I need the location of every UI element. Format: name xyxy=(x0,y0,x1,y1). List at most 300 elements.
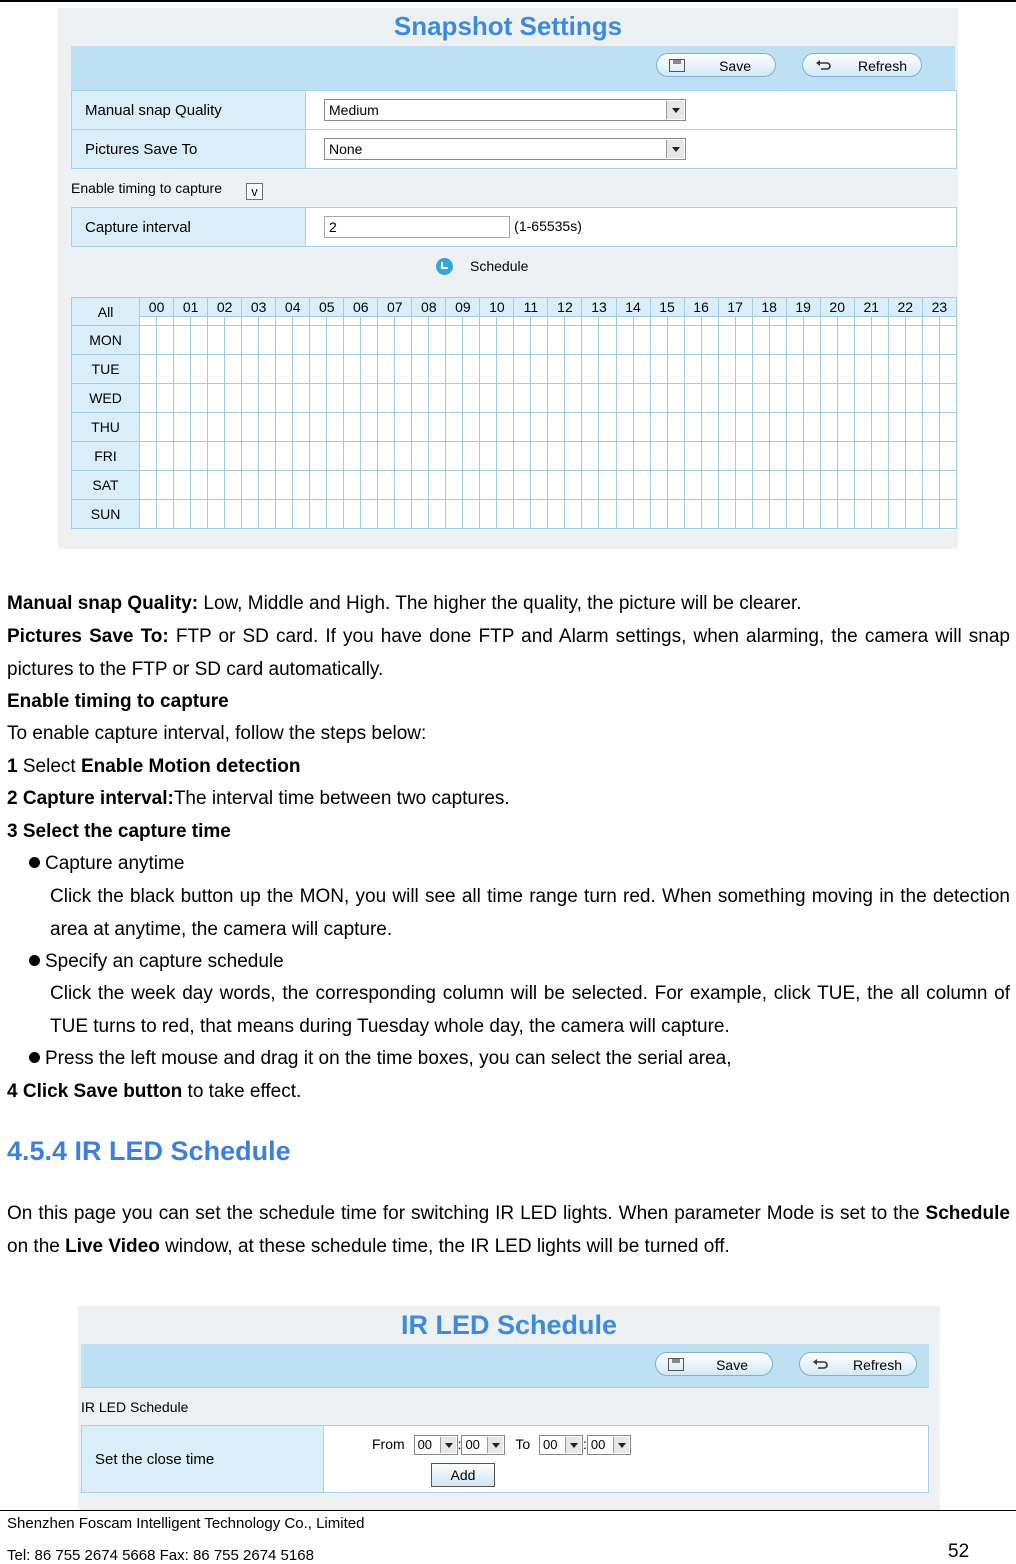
time-slot-cell[interactable] xyxy=(191,326,208,355)
time-slot-cell[interactable] xyxy=(140,384,157,413)
time-slot-cell[interactable] xyxy=(684,326,701,355)
time-slot-cell[interactable] xyxy=(378,384,395,413)
time-slot-cell[interactable] xyxy=(820,355,837,384)
time-slot-cell[interactable] xyxy=(480,442,497,471)
time-slot-cell[interactable] xyxy=(718,355,735,384)
time-slot-cell[interactable] xyxy=(854,413,871,442)
time-slot-cell[interactable] xyxy=(140,471,157,500)
time-slot-cell[interactable] xyxy=(429,471,446,500)
time-slot-cell[interactable] xyxy=(514,355,531,384)
hour-header[interactable]: 20 xyxy=(820,298,854,317)
time-slot-cell[interactable] xyxy=(837,471,854,500)
time-slot-cell[interactable] xyxy=(140,442,157,471)
day-label[interactable]: SUN xyxy=(72,500,140,529)
hour-header[interactable]: 09 xyxy=(446,298,480,317)
time-slot-cell[interactable] xyxy=(446,326,463,355)
time-slot-cell[interactable] xyxy=(514,384,531,413)
time-slot-cell[interactable] xyxy=(497,355,514,384)
hour-header[interactable]: 14 xyxy=(616,298,650,317)
time-slot-cell[interactable] xyxy=(514,413,531,442)
time-slot-cell[interactable] xyxy=(310,355,327,384)
time-slot-cell[interactable] xyxy=(225,326,242,355)
time-slot-cell[interactable] xyxy=(667,500,684,529)
time-slot-cell[interactable] xyxy=(803,326,820,355)
time-slot-cell[interactable] xyxy=(633,355,650,384)
time-slot-cell[interactable] xyxy=(803,355,820,384)
time-slot-cell[interactable] xyxy=(582,442,599,471)
time-slot-cell[interactable] xyxy=(208,384,225,413)
time-slot-cell[interactable] xyxy=(480,500,497,529)
time-slot-cell[interactable] xyxy=(463,355,480,384)
time-slot-cell[interactable] xyxy=(157,384,174,413)
time-slot-cell[interactable] xyxy=(157,413,174,442)
time-slot-cell[interactable] xyxy=(497,384,514,413)
time-slot-cell[interactable] xyxy=(157,326,174,355)
time-slot-cell[interactable] xyxy=(854,442,871,471)
time-slot-cell[interactable] xyxy=(157,500,174,529)
time-slot-cell[interactable] xyxy=(208,442,225,471)
time-slot-cell[interactable] xyxy=(718,500,735,529)
hour-header[interactable]: 23 xyxy=(922,298,956,317)
time-slot-cell[interactable] xyxy=(191,413,208,442)
time-slot-cell[interactable] xyxy=(718,384,735,413)
time-slot-cell[interactable] xyxy=(140,413,157,442)
time-slot-cell[interactable] xyxy=(157,442,174,471)
hour-header[interactable]: 00 xyxy=(140,298,174,317)
time-slot-cell[interactable] xyxy=(327,500,344,529)
time-slot-cell[interactable] xyxy=(378,326,395,355)
time-slot-cell[interactable] xyxy=(327,355,344,384)
time-slot-cell[interactable] xyxy=(208,326,225,355)
time-slot-cell[interactable] xyxy=(463,500,480,529)
time-slot-cell[interactable] xyxy=(905,326,922,355)
time-slot-cell[interactable] xyxy=(531,384,548,413)
time-slot-cell[interactable] xyxy=(888,442,905,471)
time-slot-cell[interactable] xyxy=(225,413,242,442)
time-slot-cell[interactable] xyxy=(922,326,939,355)
time-slot-cell[interactable] xyxy=(378,355,395,384)
time-slot-cell[interactable] xyxy=(497,326,514,355)
time-slot-cell[interactable] xyxy=(276,326,293,355)
time-slot-cell[interactable] xyxy=(565,442,582,471)
ir-refresh-button[interactable] xyxy=(799,1352,917,1376)
time-slot-cell[interactable] xyxy=(259,442,276,471)
time-slot-cell[interactable] xyxy=(582,413,599,442)
hour-header[interactable]: 12 xyxy=(548,298,582,317)
time-slot-cell[interactable] xyxy=(820,500,837,529)
time-slot-cell[interactable] xyxy=(174,471,191,500)
time-slot-cell[interactable] xyxy=(888,384,905,413)
time-slot-cell[interactable] xyxy=(395,384,412,413)
time-slot-cell[interactable] xyxy=(769,471,786,500)
time-slot-cell[interactable] xyxy=(922,442,939,471)
time-slot-cell[interactable] xyxy=(531,442,548,471)
time-slot-cell[interactable] xyxy=(701,500,718,529)
time-slot-cell[interactable] xyxy=(820,471,837,500)
time-slot-cell[interactable] xyxy=(888,471,905,500)
time-slot-cell[interactable] xyxy=(718,471,735,500)
time-slot-cell[interactable] xyxy=(310,413,327,442)
time-slot-cell[interactable] xyxy=(616,413,633,442)
time-slot-cell[interactable] xyxy=(888,413,905,442)
time-slot-cell[interactable] xyxy=(225,355,242,384)
time-slot-cell[interactable] xyxy=(786,384,803,413)
time-slot-cell[interactable] xyxy=(344,326,361,355)
time-slot-cell[interactable] xyxy=(497,442,514,471)
time-slot-cell[interactable] xyxy=(633,471,650,500)
time-slot-cell[interactable] xyxy=(820,442,837,471)
time-slot-cell[interactable] xyxy=(871,355,888,384)
time-slot-cell[interactable] xyxy=(582,384,599,413)
hour-header[interactable]: 17 xyxy=(718,298,752,317)
time-slot-cell[interactable] xyxy=(752,471,769,500)
time-slot-cell[interactable] xyxy=(395,413,412,442)
time-slot-cell[interactable] xyxy=(633,384,650,413)
time-slot-cell[interactable] xyxy=(514,326,531,355)
time-slot-cell[interactable] xyxy=(752,355,769,384)
time-slot-cell[interactable] xyxy=(599,471,616,500)
time-slot-cell[interactable] xyxy=(888,355,905,384)
hour-header[interactable]: 21 xyxy=(854,298,888,317)
time-slot-cell[interactable] xyxy=(616,326,633,355)
time-slot-cell[interactable] xyxy=(616,500,633,529)
hour-header[interactable]: 16 xyxy=(684,298,718,317)
hour-header[interactable]: 02 xyxy=(208,298,242,317)
day-label[interactable]: WED xyxy=(72,384,140,413)
save-button[interactable] xyxy=(656,53,776,77)
time-slot-cell[interactable] xyxy=(327,384,344,413)
time-slot-cell[interactable] xyxy=(599,384,616,413)
time-slot-cell[interactable] xyxy=(208,355,225,384)
time-slot-cell[interactable] xyxy=(174,384,191,413)
time-slot-cell[interactable] xyxy=(429,442,446,471)
time-slot-cell[interactable] xyxy=(531,413,548,442)
time-slot-cell[interactable] xyxy=(276,384,293,413)
hour-header[interactable]: 13 xyxy=(582,298,616,317)
time-slot-cell[interactable] xyxy=(497,500,514,529)
from-minute-select[interactable] xyxy=(461,1435,505,1455)
time-slot-cell[interactable] xyxy=(412,500,429,529)
to-hour-select[interactable] xyxy=(539,1435,583,1455)
quality-select[interactable] xyxy=(324,99,686,121)
hour-header[interactable]: 06 xyxy=(344,298,378,317)
time-slot-cell[interactable] xyxy=(412,471,429,500)
time-slot-cell[interactable] xyxy=(548,471,565,500)
time-slot-cell[interactable] xyxy=(684,355,701,384)
time-slot-cell[interactable] xyxy=(531,326,548,355)
time-slot-cell[interactable] xyxy=(412,355,429,384)
add-button[interactable] xyxy=(431,1463,495,1487)
time-slot-cell[interactable] xyxy=(497,471,514,500)
time-slot-cell[interactable] xyxy=(650,355,667,384)
time-slot-cell[interactable] xyxy=(820,384,837,413)
time-slot-cell[interactable] xyxy=(378,413,395,442)
time-slot-cell[interactable] xyxy=(361,471,378,500)
time-slot-cell[interactable] xyxy=(310,326,327,355)
time-slot-cell[interactable] xyxy=(905,471,922,500)
time-slot-cell[interactable] xyxy=(650,326,667,355)
time-slot-cell[interactable] xyxy=(293,413,310,442)
hour-header[interactable]: 05 xyxy=(310,298,344,317)
time-slot-cell[interactable] xyxy=(650,413,667,442)
time-slot-cell[interactable] xyxy=(667,326,684,355)
from-hour-select[interactable] xyxy=(414,1435,458,1455)
time-slot-cell[interactable] xyxy=(837,326,854,355)
hour-header[interactable]: 10 xyxy=(480,298,514,317)
hour-header[interactable]: 07 xyxy=(378,298,412,317)
time-slot-cell[interactable] xyxy=(922,355,939,384)
time-slot-cell[interactable] xyxy=(905,384,922,413)
time-slot-cell[interactable] xyxy=(463,413,480,442)
time-slot-cell[interactable] xyxy=(548,442,565,471)
time-slot-cell[interactable] xyxy=(667,355,684,384)
time-slot-cell[interactable] xyxy=(854,326,871,355)
time-slot-cell[interactable] xyxy=(616,471,633,500)
time-slot-cell[interactable] xyxy=(939,500,956,529)
time-slot-cell[interactable] xyxy=(854,355,871,384)
time-slot-cell[interactable] xyxy=(242,326,259,355)
save-to-select[interactable] xyxy=(324,138,686,160)
time-slot-cell[interactable] xyxy=(327,471,344,500)
time-slot-cell[interactable] xyxy=(752,326,769,355)
time-slot-cell[interactable] xyxy=(735,500,752,529)
time-slot-cell[interactable] xyxy=(599,442,616,471)
time-slot-cell[interactable] xyxy=(922,500,939,529)
time-slot-cell[interactable] xyxy=(276,471,293,500)
time-slot-cell[interactable] xyxy=(565,413,582,442)
time-slot-cell[interactable] xyxy=(310,471,327,500)
time-slot-cell[interactable] xyxy=(531,355,548,384)
time-slot-cell[interactable] xyxy=(310,442,327,471)
time-slot-cell[interactable] xyxy=(480,384,497,413)
time-slot-cell[interactable] xyxy=(871,500,888,529)
time-slot-cell[interactable] xyxy=(871,384,888,413)
time-slot-cell[interactable] xyxy=(412,413,429,442)
time-slot-cell[interactable] xyxy=(599,355,616,384)
time-slot-cell[interactable] xyxy=(701,442,718,471)
time-slot-cell[interactable] xyxy=(752,442,769,471)
hour-header[interactable]: 11 xyxy=(514,298,548,317)
time-slot-cell[interactable] xyxy=(650,471,667,500)
time-slot-cell[interactable] xyxy=(361,355,378,384)
time-slot-cell[interactable] xyxy=(633,500,650,529)
time-slot-cell[interactable] xyxy=(412,442,429,471)
time-slot-cell[interactable] xyxy=(429,326,446,355)
time-slot-cell[interactable] xyxy=(378,500,395,529)
time-slot-cell[interactable] xyxy=(684,384,701,413)
time-slot-cell[interactable] xyxy=(191,500,208,529)
time-slot-cell[interactable] xyxy=(616,442,633,471)
time-slot-cell[interactable] xyxy=(888,326,905,355)
time-slot-cell[interactable] xyxy=(633,413,650,442)
time-slot-cell[interactable] xyxy=(480,326,497,355)
time-slot-cell[interactable] xyxy=(395,442,412,471)
time-slot-cell[interactable] xyxy=(684,442,701,471)
time-slot-cell[interactable] xyxy=(293,442,310,471)
day-label[interactable]: FRI xyxy=(72,442,140,471)
hour-header[interactable]: 19 xyxy=(786,298,820,317)
time-slot-cell[interactable] xyxy=(565,500,582,529)
time-slot-cell[interactable] xyxy=(310,500,327,529)
time-slot-cell[interactable] xyxy=(582,355,599,384)
time-slot-cell[interactable] xyxy=(412,326,429,355)
time-slot-cell[interactable] xyxy=(684,413,701,442)
time-slot-cell[interactable] xyxy=(174,355,191,384)
time-slot-cell[interactable] xyxy=(429,413,446,442)
time-slot-cell[interactable] xyxy=(803,471,820,500)
time-slot-cell[interactable] xyxy=(446,500,463,529)
time-slot-cell[interactable] xyxy=(769,413,786,442)
time-slot-cell[interactable] xyxy=(701,413,718,442)
time-slot-cell[interactable] xyxy=(378,471,395,500)
time-slot-cell[interactable] xyxy=(871,471,888,500)
time-slot-cell[interactable] xyxy=(293,384,310,413)
time-slot-cell[interactable] xyxy=(548,326,565,355)
time-slot-cell[interactable] xyxy=(208,471,225,500)
time-slot-cell[interactable] xyxy=(191,384,208,413)
time-slot-cell[interactable] xyxy=(327,326,344,355)
time-slot-cell[interactable] xyxy=(633,442,650,471)
time-slot-cell[interactable] xyxy=(905,500,922,529)
time-slot-cell[interactable] xyxy=(633,326,650,355)
time-slot-cell[interactable] xyxy=(361,413,378,442)
ir-save-button[interactable] xyxy=(655,1352,773,1376)
time-slot-cell[interactable] xyxy=(242,413,259,442)
enable-timing-checkbox[interactable]: v xyxy=(246,183,263,200)
time-slot-cell[interactable] xyxy=(446,471,463,500)
time-slot-cell[interactable] xyxy=(242,384,259,413)
time-slot-cell[interactable] xyxy=(327,413,344,442)
time-slot-cell[interactable] xyxy=(548,355,565,384)
time-slot-cell[interactable] xyxy=(446,413,463,442)
time-slot-cell[interactable] xyxy=(650,442,667,471)
time-slot-cell[interactable] xyxy=(735,384,752,413)
time-slot-cell[interactable] xyxy=(497,413,514,442)
time-slot-cell[interactable] xyxy=(242,500,259,529)
hour-header[interactable]: 15 xyxy=(650,298,684,317)
time-slot-cell[interactable] xyxy=(293,326,310,355)
time-slot-cell[interactable] xyxy=(871,442,888,471)
time-slot-cell[interactable] xyxy=(174,326,191,355)
time-slot-cell[interactable] xyxy=(412,384,429,413)
time-slot-cell[interactable] xyxy=(174,500,191,529)
time-slot-cell[interactable] xyxy=(463,471,480,500)
time-slot-cell[interactable] xyxy=(718,442,735,471)
time-slot-cell[interactable] xyxy=(701,326,718,355)
time-slot-cell[interactable] xyxy=(140,500,157,529)
time-slot-cell[interactable] xyxy=(667,471,684,500)
time-slot-cell[interactable] xyxy=(310,384,327,413)
time-slot-cell[interactable] xyxy=(616,355,633,384)
time-slot-cell[interactable] xyxy=(463,442,480,471)
time-slot-cell[interactable] xyxy=(225,442,242,471)
time-slot-cell[interactable] xyxy=(565,355,582,384)
time-slot-cell[interactable] xyxy=(446,355,463,384)
time-slot-cell[interactable] xyxy=(803,413,820,442)
time-slot-cell[interactable] xyxy=(191,442,208,471)
time-slot-cell[interactable] xyxy=(259,355,276,384)
time-slot-cell[interactable] xyxy=(514,471,531,500)
time-slot-cell[interactable] xyxy=(480,413,497,442)
time-slot-cell[interactable] xyxy=(242,355,259,384)
time-slot-cell[interactable] xyxy=(344,413,361,442)
time-slot-cell[interactable] xyxy=(548,500,565,529)
time-slot-cell[interactable] xyxy=(582,500,599,529)
time-slot-cell[interactable] xyxy=(905,355,922,384)
time-slot-cell[interactable] xyxy=(701,355,718,384)
time-slot-cell[interactable] xyxy=(293,500,310,529)
day-label[interactable]: SAT xyxy=(72,471,140,500)
time-slot-cell[interactable] xyxy=(922,471,939,500)
time-slot-cell[interactable] xyxy=(769,355,786,384)
hour-header[interactable]: 03 xyxy=(242,298,276,317)
time-slot-cell[interactable] xyxy=(922,413,939,442)
time-slot-cell[interactable] xyxy=(191,471,208,500)
time-slot-cell[interactable] xyxy=(837,442,854,471)
time-slot-cell[interactable] xyxy=(259,384,276,413)
time-slot-cell[interactable] xyxy=(905,442,922,471)
time-slot-cell[interactable] xyxy=(208,500,225,529)
time-slot-cell[interactable] xyxy=(684,500,701,529)
time-slot-cell[interactable] xyxy=(786,500,803,529)
time-slot-cell[interactable] xyxy=(888,500,905,529)
time-slot-cell[interactable] xyxy=(463,326,480,355)
time-slot-cell[interactable] xyxy=(395,500,412,529)
time-slot-cell[interactable] xyxy=(684,471,701,500)
time-slot-cell[interactable] xyxy=(395,471,412,500)
time-slot-cell[interactable] xyxy=(854,384,871,413)
time-slot-cell[interactable] xyxy=(344,384,361,413)
time-slot-cell[interactable] xyxy=(480,355,497,384)
time-slot-cell[interactable] xyxy=(157,471,174,500)
to-minute-select[interactable] xyxy=(587,1435,631,1455)
time-slot-cell[interactable] xyxy=(174,413,191,442)
time-slot-cell[interactable] xyxy=(837,355,854,384)
hour-header[interactable]: 18 xyxy=(752,298,786,317)
time-slot-cell[interactable] xyxy=(820,326,837,355)
time-slot-cell[interactable] xyxy=(769,500,786,529)
time-slot-cell[interactable] xyxy=(429,384,446,413)
time-slot-cell[interactable] xyxy=(242,442,259,471)
time-slot-cell[interactable] xyxy=(548,384,565,413)
time-slot-cell[interactable] xyxy=(582,326,599,355)
time-slot-cell[interactable] xyxy=(667,384,684,413)
time-slot-cell[interactable] xyxy=(276,413,293,442)
time-slot-cell[interactable] xyxy=(531,500,548,529)
time-slot-cell[interactable] xyxy=(650,384,667,413)
all-button[interactable]: All xyxy=(72,298,140,326)
time-slot-cell[interactable] xyxy=(157,355,174,384)
time-slot-cell[interactable] xyxy=(174,442,191,471)
time-slot-cell[interactable] xyxy=(735,413,752,442)
time-slot-cell[interactable] xyxy=(803,384,820,413)
time-slot-cell[interactable] xyxy=(514,442,531,471)
refresh-button[interactable] xyxy=(802,53,922,77)
time-slot-cell[interactable] xyxy=(769,384,786,413)
time-slot-cell[interactable] xyxy=(922,384,939,413)
time-slot-cell[interactable] xyxy=(599,413,616,442)
time-slot-cell[interactable] xyxy=(225,471,242,500)
hour-header[interactable]: 04 xyxy=(276,298,310,317)
time-slot-cell[interactable] xyxy=(429,500,446,529)
time-slot-cell[interactable] xyxy=(854,500,871,529)
time-slot-cell[interactable] xyxy=(140,355,157,384)
hour-header[interactable]: 22 xyxy=(888,298,922,317)
time-slot-cell[interactable] xyxy=(718,326,735,355)
time-slot-cell[interactable] xyxy=(939,413,956,442)
time-slot-cell[interactable] xyxy=(480,471,497,500)
time-slot-cell[interactable] xyxy=(667,442,684,471)
